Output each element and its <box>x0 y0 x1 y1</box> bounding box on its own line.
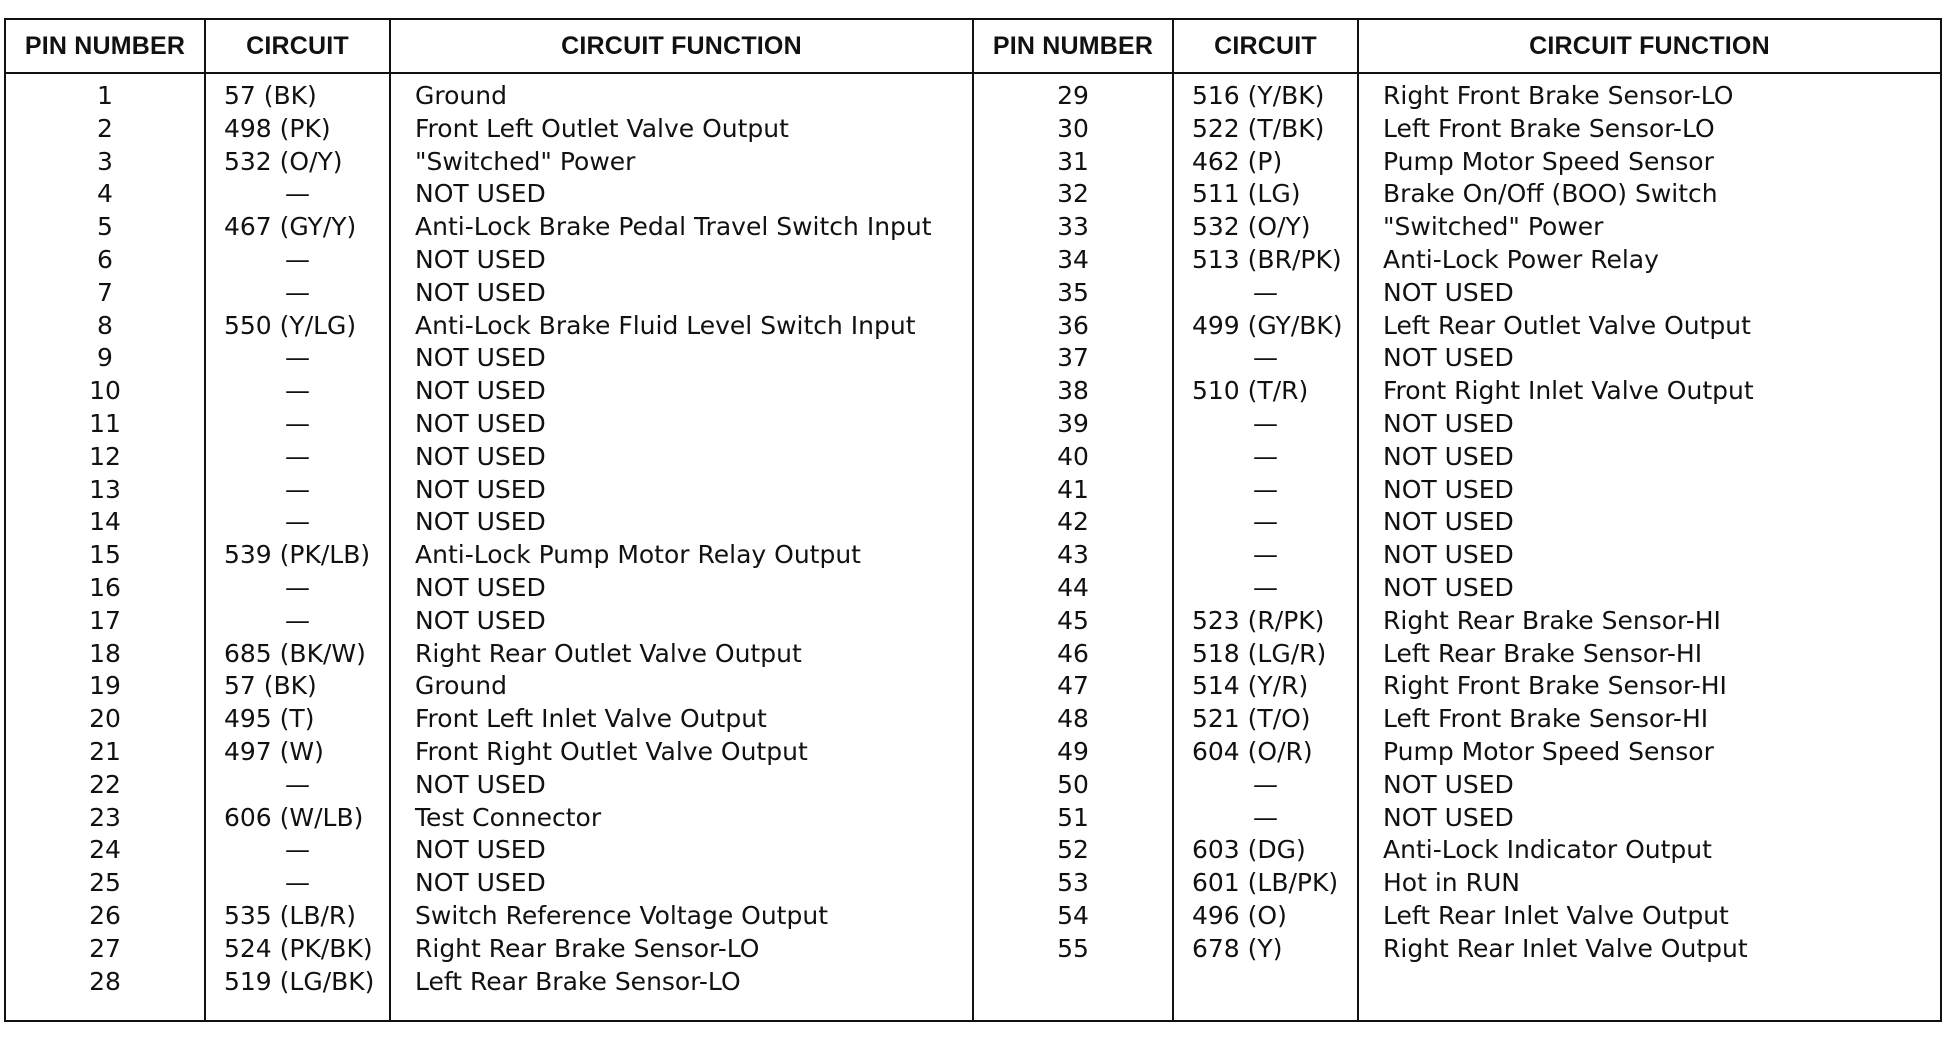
circuit-cell-right: 462 (P) <box>1173 146 1358 179</box>
table-row <box>5 572 1941 605</box>
circuit-function-cell-left: Anti-Lock Brake Fluid Level Switch Input <box>390 310 973 343</box>
pin-number-cell-left: 13 <box>5 474 205 507</box>
table-row <box>5 867 1941 900</box>
pin-number-cell-left: 17 <box>5 605 205 638</box>
circuit-cell-right: — <box>1173 277 1358 310</box>
circuit-cell-right: — <box>1173 769 1358 802</box>
circuit-function-cell-left: Anti-Lock Pump Motor Relay Output <box>390 539 973 572</box>
circuit-cell-left: 57 (BK) <box>205 73 390 113</box>
circuit-function-cell-left: NOT USED <box>390 474 973 507</box>
circuit-function-cell-left: NOT USED <box>390 277 973 310</box>
header-pin-number-right: PIN NUMBER <box>973 19 1173 73</box>
table-row <box>5 178 1941 211</box>
table-row <box>5 605 1941 638</box>
table-row <box>5 441 1941 474</box>
header-circuit-left: CIRCUIT <box>205 19 390 73</box>
pin-number-cell-left: 8 <box>5 310 205 343</box>
circuit-cell-right: — <box>1173 802 1358 835</box>
circuit-cell-right: — <box>1173 572 1358 605</box>
circuit-cell-right: 516 (Y/BK) <box>1173 73 1358 113</box>
pin-number-cell-left: 21 <box>5 736 205 769</box>
circuit-cell-right <box>1173 966 1358 1022</box>
circuit-cell-right: 532 (O/Y) <box>1173 211 1358 244</box>
circuit-function-cell-left: NOT USED <box>390 342 973 375</box>
circuit-function-cell-right: NOT USED <box>1358 539 1941 572</box>
circuit-cell-left: — <box>205 572 390 605</box>
circuit-function-cell-left: NOT USED <box>390 769 973 802</box>
circuit-function-cell-right: Left Rear Inlet Valve Output <box>1358 900 1941 933</box>
pin-number-cell-right: 53 <box>973 867 1173 900</box>
table-row <box>5 244 1941 277</box>
table-row <box>5 769 1941 802</box>
circuit-function-cell-right: Pump Motor Speed Sensor <box>1358 146 1941 179</box>
circuit-cell-right: 496 (O) <box>1173 900 1358 933</box>
circuit-function-cell-left: NOT USED <box>390 441 973 474</box>
table-row <box>5 802 1941 835</box>
circuit-cell-left: — <box>205 474 390 507</box>
circuit-function-cell-left: NOT USED <box>390 408 973 441</box>
circuit-cell-left: 519 (LG/BK) <box>205 966 390 1022</box>
pin-number-cell-left: 26 <box>5 900 205 933</box>
pin-number-cell-left: 11 <box>5 408 205 441</box>
pin-number-cell-right: 31 <box>973 146 1173 179</box>
circuit-cell-left: 532 (O/Y) <box>205 146 390 179</box>
circuit-cell-left: 524 (PK/BK) <box>205 933 390 966</box>
circuit-function-cell-left: Right Rear Outlet Valve Output <box>390 638 973 671</box>
pin-number-cell-right: 51 <box>973 802 1173 835</box>
pin-number-cell-left: 16 <box>5 572 205 605</box>
circuit-function-cell-right: Front Right Inlet Valve Output <box>1358 375 1941 408</box>
table-row <box>5 736 1941 769</box>
circuit-cell-left: — <box>205 277 390 310</box>
circuit-cell-left: — <box>205 506 390 539</box>
circuit-function-cell-right: NOT USED <box>1358 441 1941 474</box>
circuit-function-cell-left: NOT USED <box>390 605 973 638</box>
pin-number-cell-left: 19 <box>5 670 205 703</box>
circuit-cell-right: 518 (LG/R) <box>1173 638 1358 671</box>
header-circuit-right: CIRCUIT <box>1173 19 1358 73</box>
circuit-cell-left: 606 (W/LB) <box>205 802 390 835</box>
pin-number-cell-left: 6 <box>5 244 205 277</box>
circuit-function-cell-right: NOT USED <box>1358 769 1941 802</box>
pin-number-cell-left: 23 <box>5 802 205 835</box>
circuit-cell-left: 467 (GY/Y) <box>205 211 390 244</box>
pin-number-cell-right: 46 <box>973 638 1173 671</box>
circuit-cell-left: — <box>205 408 390 441</box>
circuit-cell-right: 510 (T/R) <box>1173 375 1358 408</box>
circuit-function-cell-right: NOT USED <box>1358 277 1941 310</box>
table-row <box>5 277 1941 310</box>
circuit-function-cell-left: NOT USED <box>390 834 973 867</box>
circuit-cell-left: — <box>205 834 390 867</box>
circuit-cell-left: 497 (W) <box>205 736 390 769</box>
pin-number-cell-left: 7 <box>5 277 205 310</box>
pin-number-cell-right: 33 <box>973 211 1173 244</box>
circuit-cell-left: — <box>205 867 390 900</box>
circuit-function-cell-left: Ground <box>390 670 973 703</box>
pin-number-cell-right: 39 <box>973 408 1173 441</box>
pin-number-cell-right: 44 <box>973 572 1173 605</box>
pin-number-cell-left: 25 <box>5 867 205 900</box>
pin-number-cell-right: 37 <box>973 342 1173 375</box>
pin-number-cell-right: 41 <box>973 474 1173 507</box>
header-row <box>5 19 1941 73</box>
pin-number-cell-right: 42 <box>973 506 1173 539</box>
circuit-function-cell-right: NOT USED <box>1358 342 1941 375</box>
circuit-function-cell-left: NOT USED <box>390 244 973 277</box>
circuit-cell-right: — <box>1173 539 1358 572</box>
pin-number-cell-right: 32 <box>973 178 1173 211</box>
pin-number-cell-left: 18 <box>5 638 205 671</box>
header-circuit-function-right: CIRCUIT FUNCTION <box>1358 19 1941 73</box>
circuit-function-cell-right <box>1358 966 1941 1022</box>
pin-number-cell-right: 52 <box>973 834 1173 867</box>
header-pin-number-left: PIN NUMBER <box>5 19 205 73</box>
circuit-cell-right: 499 (GY/BK) <box>1173 310 1358 343</box>
pin-number-cell-left: 3 <box>5 146 205 179</box>
table-row <box>5 113 1941 146</box>
circuit-function-cell-left: Anti-Lock Brake Pedal Travel Switch Input <box>390 211 973 244</box>
circuit-cell-left: 685 (BK/W) <box>205 638 390 671</box>
circuit-function-cell-left: Right Rear Brake Sensor-LO <box>390 933 973 966</box>
circuit-function-cell-right: NOT USED <box>1358 802 1941 835</box>
circuit-cell-right: 514 (Y/R) <box>1173 670 1358 703</box>
circuit-cell-right: — <box>1173 506 1358 539</box>
connector-pinout-table <box>4 18 1942 1022</box>
pin-number-cell-left: 4 <box>5 178 205 211</box>
circuit-function-cell-left: "Switched" Power <box>390 146 973 179</box>
circuit-function-cell-right: Right Rear Inlet Valve Output <box>1358 933 1941 966</box>
circuit-cell-left: — <box>205 769 390 802</box>
circuit-function-cell-left: Switch Reference Voltage Output <box>390 900 973 933</box>
circuit-cell-right: 511 (LG) <box>1173 178 1358 211</box>
pin-number-cell-right: 50 <box>973 769 1173 802</box>
pin-number-cell-right: 40 <box>973 441 1173 474</box>
pin-number-cell-right: 34 <box>973 244 1173 277</box>
circuit-function-cell-left: Front Left Outlet Valve Output <box>390 113 973 146</box>
circuit-function-cell-left: Test Connector <box>390 802 973 835</box>
pin-number-cell-left: 2 <box>5 113 205 146</box>
circuit-function-cell-left: NOT USED <box>390 178 973 211</box>
circuit-cell-left: — <box>205 605 390 638</box>
pin-number-cell-right: 47 <box>973 670 1173 703</box>
circuit-cell-right: 513 (BR/PK) <box>1173 244 1358 277</box>
header-circuit-function-left: CIRCUIT FUNCTION <box>390 19 973 73</box>
circuit-function-cell-left: NOT USED <box>390 572 973 605</box>
circuit-function-cell-right: Anti-Lock Indicator Output <box>1358 834 1941 867</box>
table-row <box>5 408 1941 441</box>
circuit-cell-right: 523 (R/PK) <box>1173 605 1358 638</box>
circuit-cell-left: 535 (LB/R) <box>205 900 390 933</box>
circuit-cell-right: 522 (T/BK) <box>1173 113 1358 146</box>
circuit-function-cell-right: Right Front Brake Sensor-HI <box>1358 670 1941 703</box>
circuit-function-cell-left: Ground <box>390 73 973 113</box>
circuit-function-cell-right: Left Rear Brake Sensor-HI <box>1358 638 1941 671</box>
table-row <box>5 703 1941 736</box>
circuit-cell-left: — <box>205 375 390 408</box>
circuit-cell-left: — <box>205 441 390 474</box>
circuit-function-cell-right: Anti-Lock Power Relay <box>1358 244 1941 277</box>
circuit-cell-left: — <box>205 244 390 277</box>
circuit-cell-left: — <box>205 178 390 211</box>
circuit-function-cell-left: Front Right Outlet Valve Output <box>390 736 973 769</box>
pin-number-cell-right: 35 <box>973 277 1173 310</box>
table-row <box>5 310 1941 343</box>
pin-number-cell-right <box>973 966 1173 1022</box>
circuit-cell-right: 601 (LB/PK) <box>1173 867 1358 900</box>
pin-number-cell-left: 10 <box>5 375 205 408</box>
circuit-function-cell-right: NOT USED <box>1358 572 1941 605</box>
pin-number-cell-left: 20 <box>5 703 205 736</box>
table-row <box>5 966 1941 1022</box>
circuit-cell-right: 603 (DG) <box>1173 834 1358 867</box>
circuit-function-cell-right: Right Front Brake Sensor-LO <box>1358 73 1941 113</box>
circuit-cell-right: — <box>1173 441 1358 474</box>
table-row <box>5 375 1941 408</box>
table-row <box>5 834 1941 867</box>
pin-number-cell-left: 15 <box>5 539 205 572</box>
pin-number-cell-left: 14 <box>5 506 205 539</box>
pin-number-cell-right: 48 <box>973 703 1173 736</box>
pin-number-cell-right: 54 <box>973 900 1173 933</box>
circuit-function-cell-right: Left Front Brake Sensor-HI <box>1358 703 1941 736</box>
circuit-function-cell-left: NOT USED <box>390 867 973 900</box>
circuit-function-cell-right: Left Rear Outlet Valve Output <box>1358 310 1941 343</box>
circuit-function-cell-right: Left Front Brake Sensor-LO <box>1358 113 1941 146</box>
circuit-function-cell-left: NOT USED <box>390 506 973 539</box>
circuit-cell-left: 539 (PK/LB) <box>205 539 390 572</box>
circuit-cell-right: — <box>1173 474 1358 507</box>
pin-number-cell-right: 38 <box>973 375 1173 408</box>
table-row <box>5 211 1941 244</box>
pin-number-cell-right: 36 <box>973 310 1173 343</box>
circuit-cell-left: 550 (Y/LG) <box>205 310 390 343</box>
circuit-cell-right: 521 (T/O) <box>1173 703 1358 736</box>
circuit-cell-right: — <box>1173 342 1358 375</box>
circuit-function-cell-right: "Switched" Power <box>1358 211 1941 244</box>
circuit-function-cell-left: NOT USED <box>390 375 973 408</box>
pin-number-cell-left: 12 <box>5 441 205 474</box>
circuit-function-cell-right: Hot in RUN <box>1358 867 1941 900</box>
table-row <box>5 670 1941 703</box>
pin-number-cell-right: 43 <box>973 539 1173 572</box>
table-row <box>5 539 1941 572</box>
pin-number-cell-right: 49 <box>973 736 1173 769</box>
table-row <box>5 474 1941 507</box>
pin-number-cell-right: 45 <box>973 605 1173 638</box>
pin-number-cell-left: 9 <box>5 342 205 375</box>
pin-number-cell-right: 29 <box>973 73 1173 113</box>
circuit-function-cell-right: NOT USED <box>1358 408 1941 441</box>
pinout-table-body <box>5 73 1941 1021</box>
pin-number-cell-right: 30 <box>973 113 1173 146</box>
table-row <box>5 506 1941 539</box>
circuit-function-cell-right: Right Rear Brake Sensor-HI <box>1358 605 1941 638</box>
circuit-function-cell-right: Brake On/Off (BOO) Switch <box>1358 178 1941 211</box>
circuit-cell-left: 57 (BK) <box>205 670 390 703</box>
table-row <box>5 342 1941 375</box>
table-row <box>5 638 1941 671</box>
table-row <box>5 900 1941 933</box>
pin-number-cell-left: 27 <box>5 933 205 966</box>
circuit-function-cell-right: NOT USED <box>1358 474 1941 507</box>
circuit-cell-left: 498 (PK) <box>205 113 390 146</box>
table-row <box>5 73 1941 113</box>
table-row <box>5 146 1941 179</box>
circuit-function-cell-right: Pump Motor Speed Sensor <box>1358 736 1941 769</box>
circuit-cell-left: 495 (T) <box>205 703 390 736</box>
circuit-cell-left: — <box>205 342 390 375</box>
circuit-function-cell-left: Left Rear Brake Sensor-LO <box>390 966 973 1022</box>
circuit-function-cell-left: Front Left Inlet Valve Output <box>390 703 973 736</box>
pin-number-cell-left: 1 <box>5 73 205 113</box>
circuit-cell-right: — <box>1173 408 1358 441</box>
circuit-function-cell-right: NOT USED <box>1358 506 1941 539</box>
pin-number-cell-left: 5 <box>5 211 205 244</box>
circuit-cell-right: 604 (O/R) <box>1173 736 1358 769</box>
pin-number-cell-right: 55 <box>973 933 1173 966</box>
pin-number-cell-left: 24 <box>5 834 205 867</box>
pin-number-cell-left: 28 <box>5 966 205 1022</box>
pin-number-cell-left: 22 <box>5 769 205 802</box>
table-row <box>5 933 1941 966</box>
circuit-cell-right: 678 (Y) <box>1173 933 1358 966</box>
